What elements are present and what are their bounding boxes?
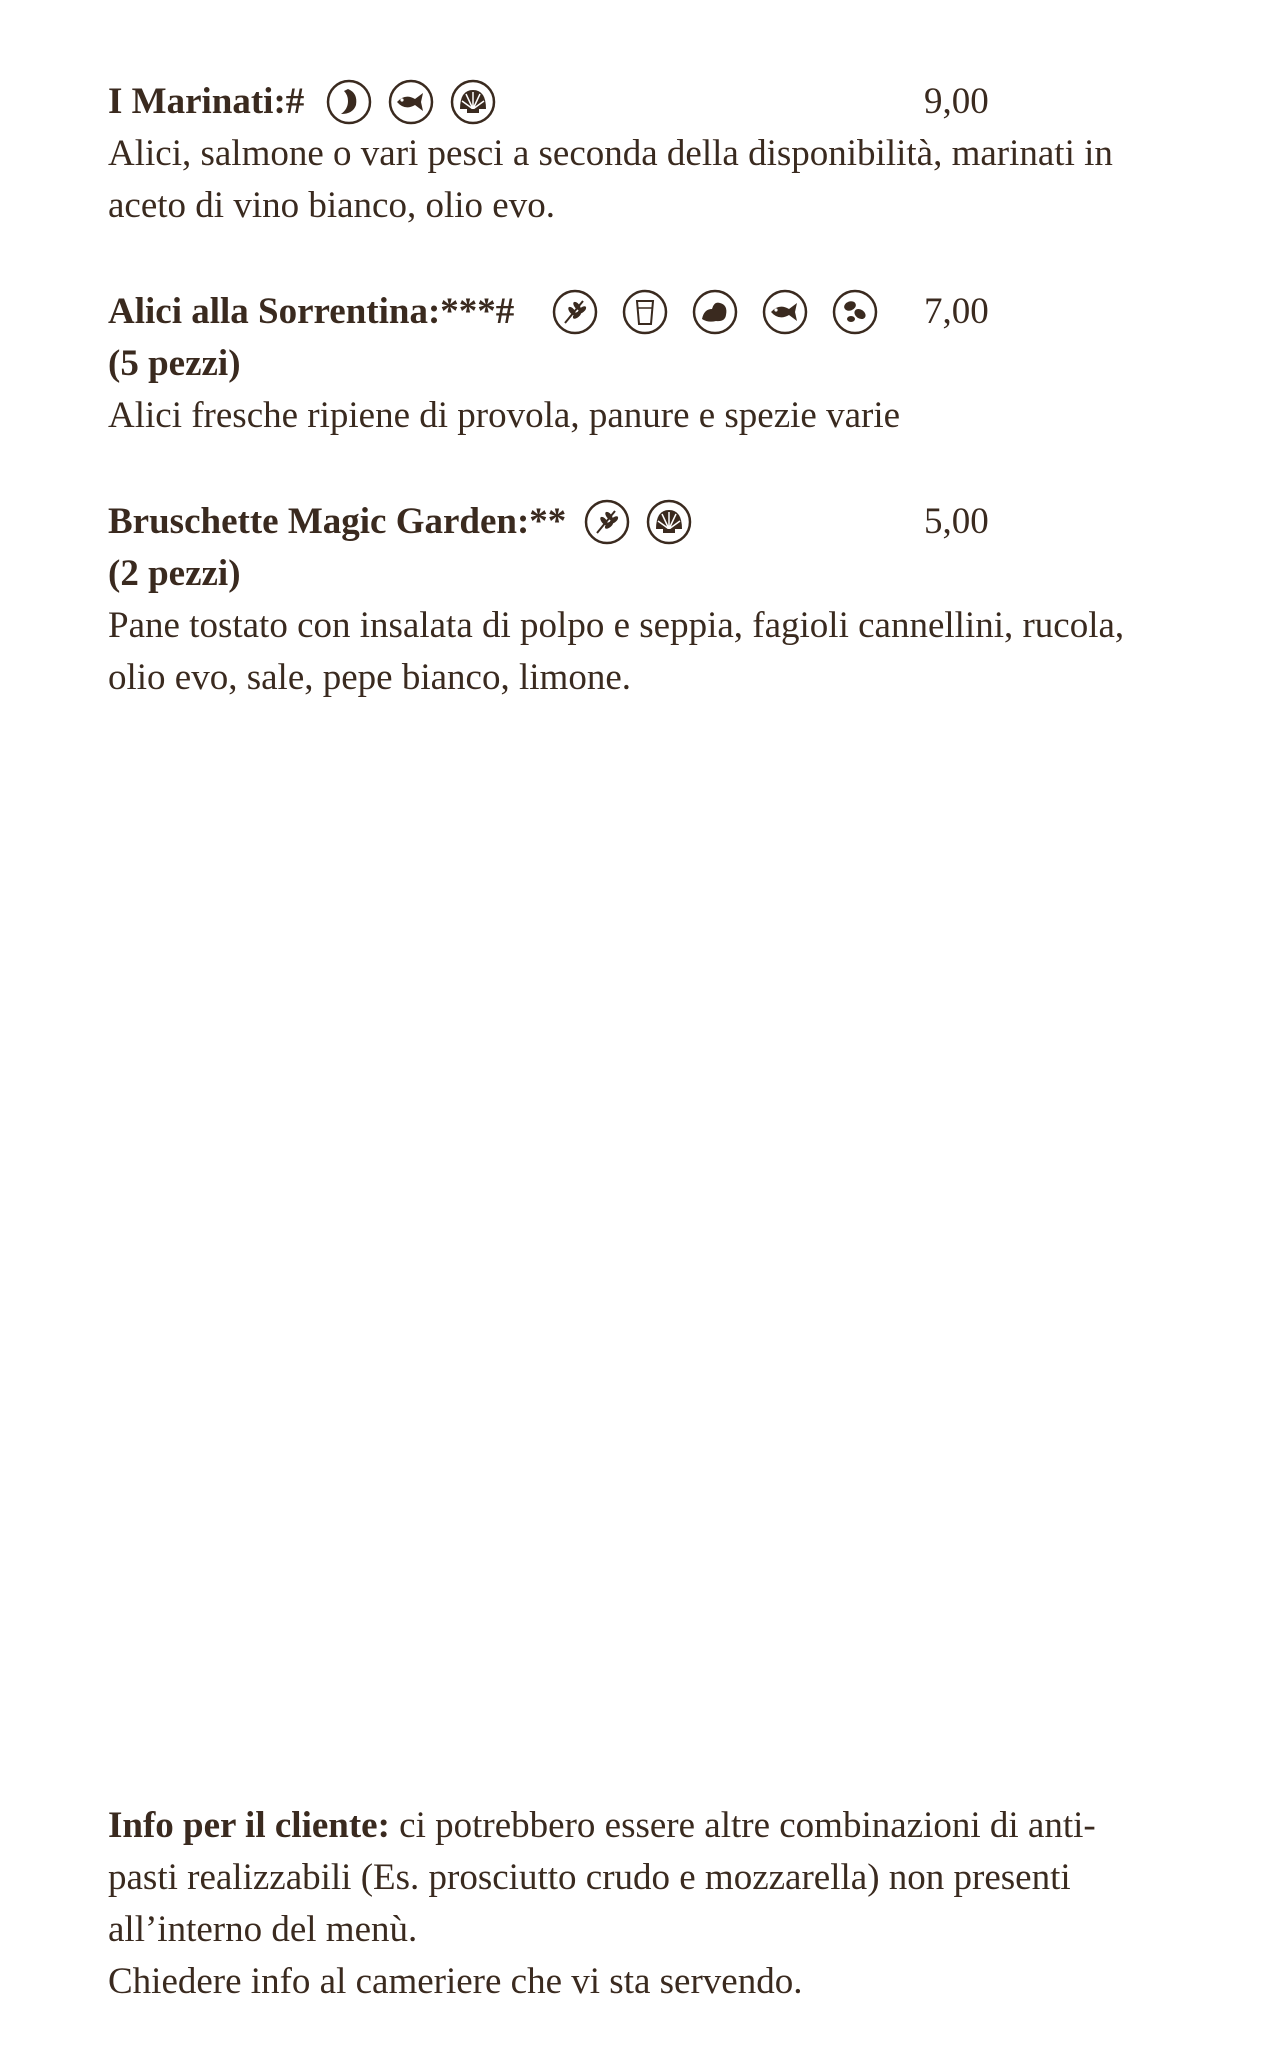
gluten-icon bbox=[584, 499, 630, 545]
info-line: pasti realizzabili (Es. prosciutto crudo e mozzarella) non presenti bbox=[108, 1857, 1071, 1898]
info-text: ci potrebbero essere altre combinazioni di anti- bbox=[399, 1805, 1096, 1846]
menu-item-bruschette-magic-garden bbox=[108, 496, 1208, 704]
customer-info bbox=[108, 1800, 1188, 2008]
shellfish-icon bbox=[450, 79, 496, 125]
menu-item-alici-sorrentina bbox=[108, 286, 1208, 442]
item-description-line: Alici fresche ripiene di provola, panure e spezie varie bbox=[108, 395, 901, 436]
item-name: Bruschette Magic Garden:** bbox=[108, 501, 567, 542]
molluscs-icon bbox=[326, 79, 372, 125]
gluten-icon bbox=[552, 289, 598, 335]
sulphites-icon bbox=[692, 289, 738, 335]
item-pieces: (5 pezzi) bbox=[108, 343, 241, 384]
allergen-icons bbox=[326, 79, 496, 125]
fish-icon bbox=[388, 79, 434, 125]
info-label: Info per il cliente: bbox=[108, 1805, 390, 1846]
item-price: 5,00 bbox=[924, 501, 989, 542]
item-description-line: Pane tostato con insalata di polpo e seppia, fagioli cannellini, rucola, bbox=[108, 605, 1125, 646]
item-price: 7,00 bbox=[924, 291, 989, 332]
milk-icon bbox=[622, 289, 668, 335]
info-line: Chiedere info al cameriere che vi sta servendo. bbox=[108, 1961, 803, 2002]
item-description-line: Alici, salmone o vari pesci a seconda della disponibilità, marinati in bbox=[108, 133, 1113, 174]
nuts-icon bbox=[832, 289, 878, 335]
item-title-row bbox=[108, 286, 1208, 338]
allergen-icons bbox=[552, 289, 878, 335]
shellfish-icon bbox=[646, 499, 692, 545]
item-name: Alici alla Sorrentina:***# bbox=[108, 291, 515, 332]
info-line: all’interno del menù. bbox=[108, 1909, 418, 1950]
allergen-icons bbox=[584, 499, 692, 545]
item-description-line: olio evo, sale, pepe bianco, limone. bbox=[108, 657, 631, 698]
fish-icon bbox=[762, 289, 808, 335]
item-description-line: aceto di vino bianco, olio evo. bbox=[108, 185, 555, 226]
item-name: I Marinati:# bbox=[108, 81, 305, 122]
item-price: 9,00 bbox=[924, 81, 989, 122]
item-pieces: (2 pezzi) bbox=[108, 553, 241, 594]
item-title-row bbox=[108, 496, 1208, 548]
menu-item-marinati bbox=[108, 76, 1208, 232]
info-line bbox=[108, 1800, 1188, 1852]
item-title-row bbox=[108, 76, 1208, 128]
